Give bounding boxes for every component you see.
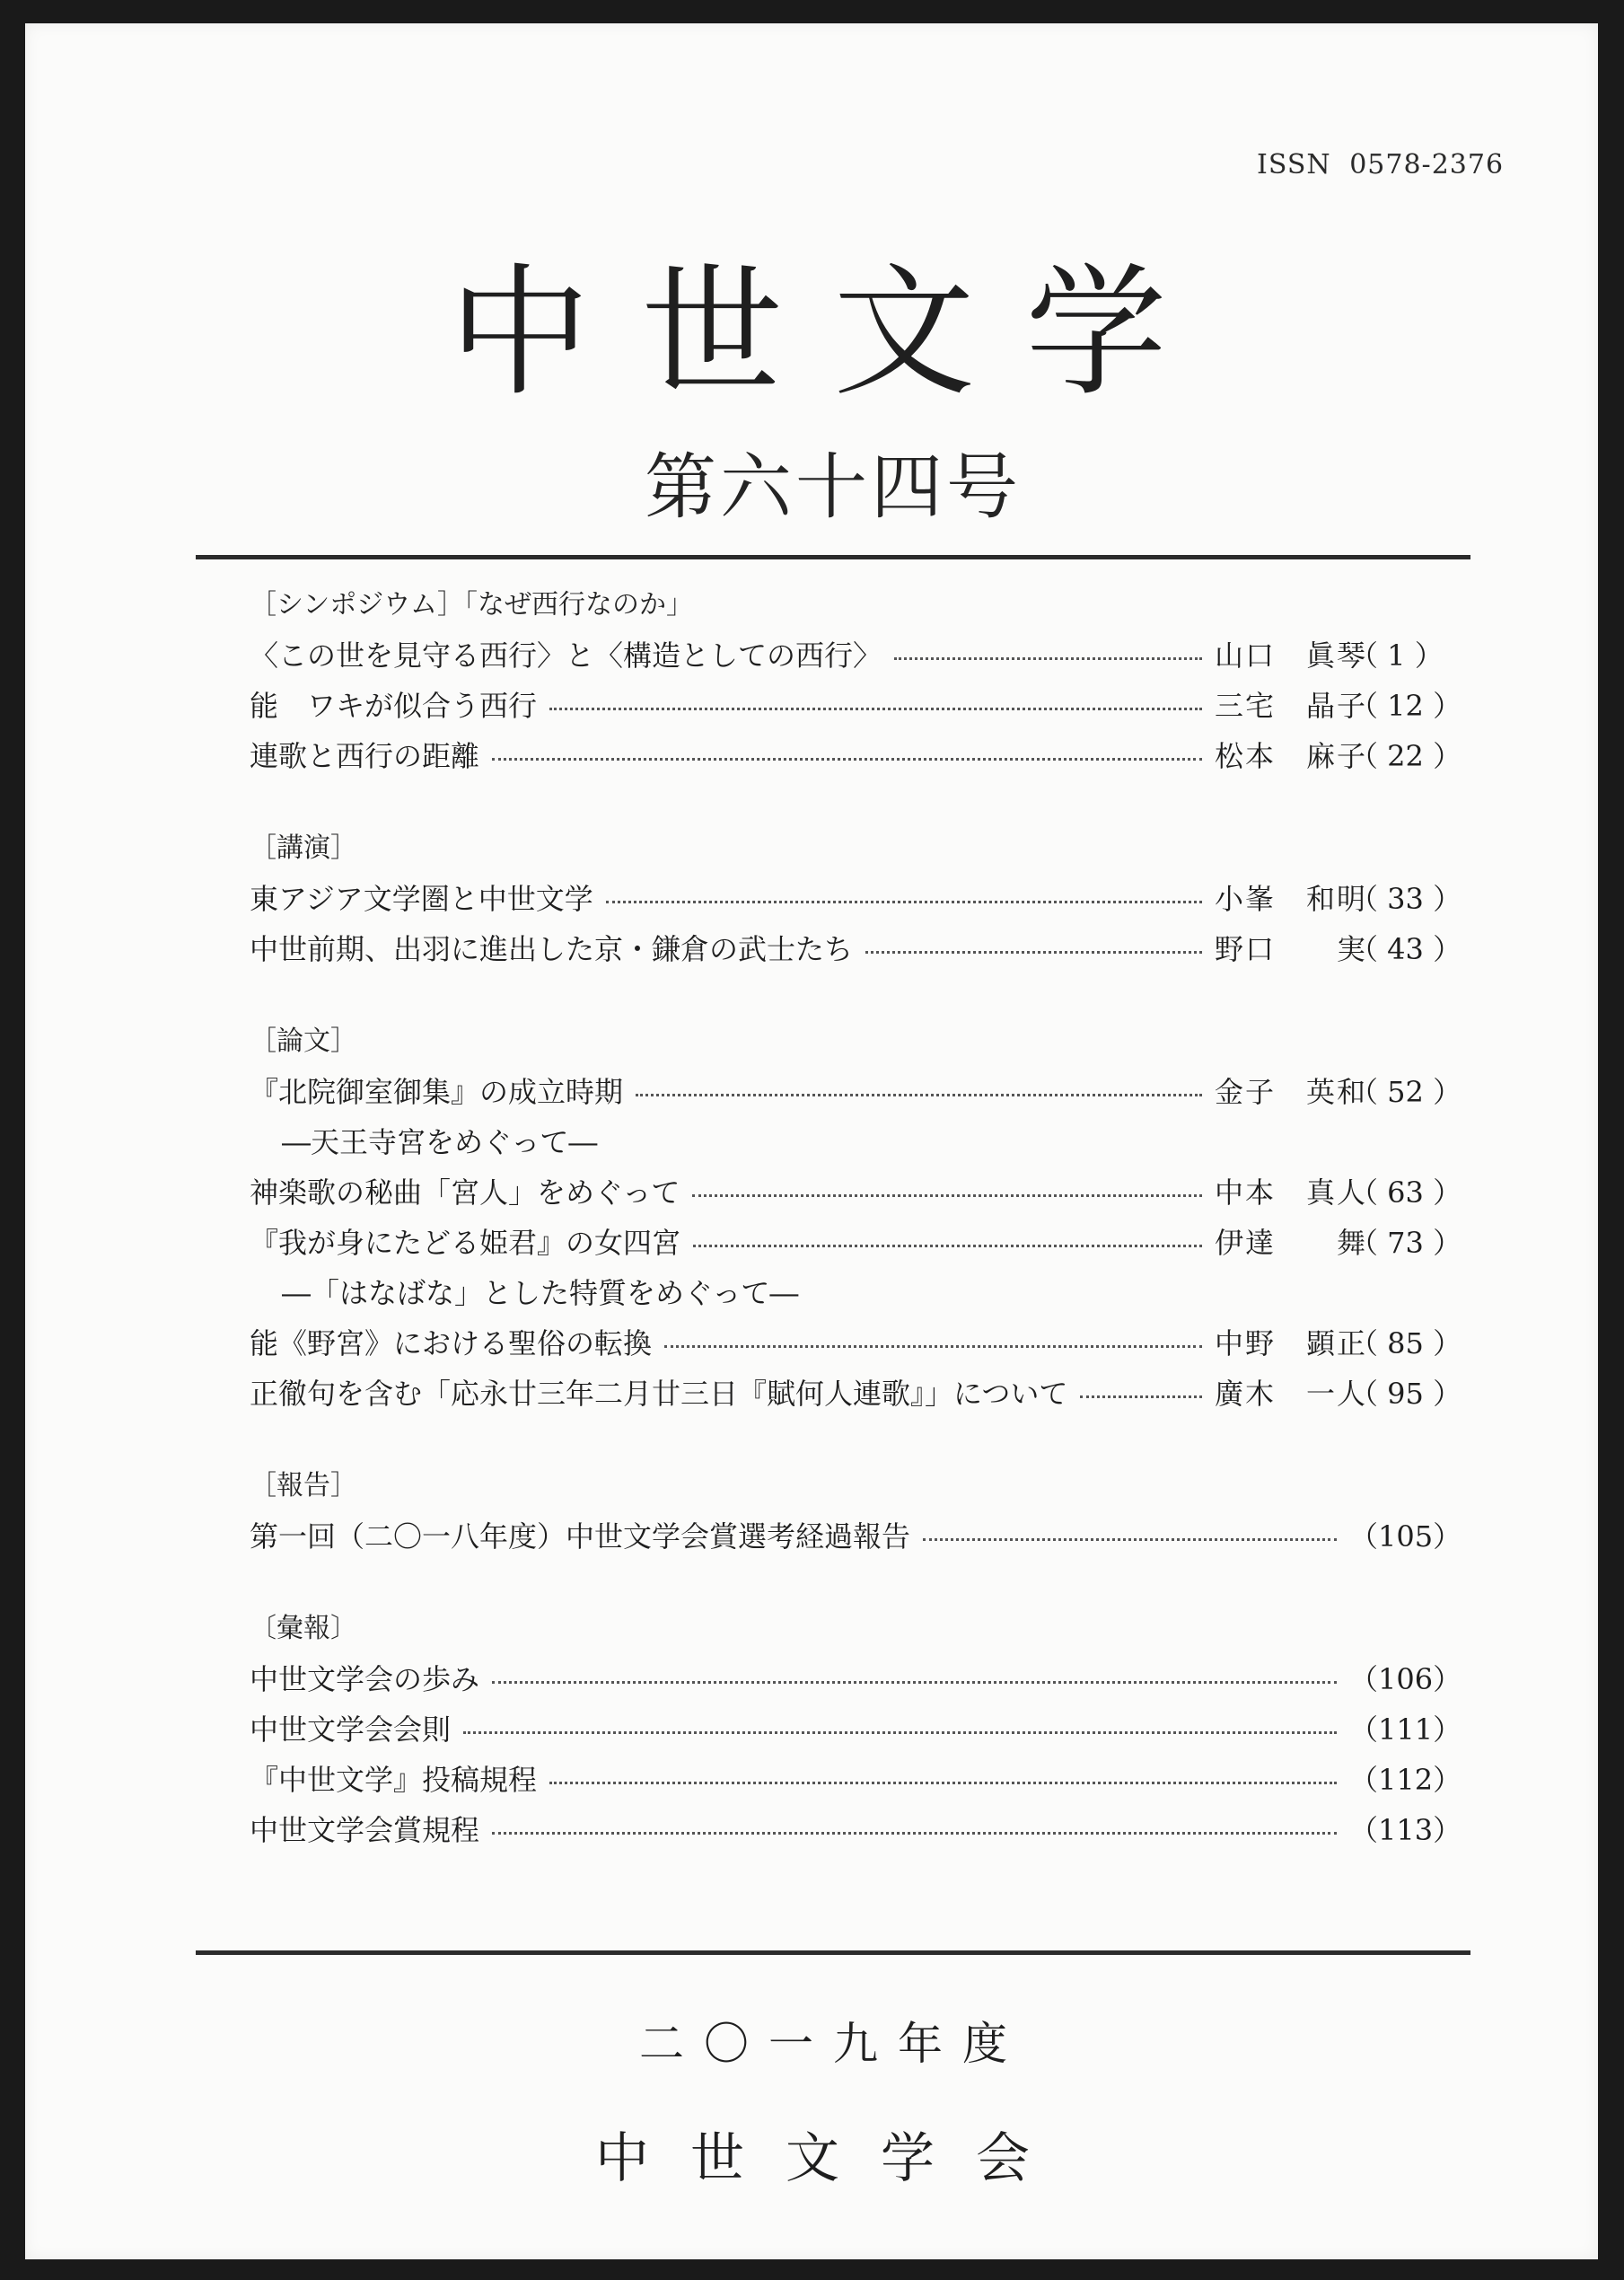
top-divider	[196, 555, 1470, 559]
toc-entry-page: （105）	[1349, 1519, 1462, 1554]
toc-entry-title: 中世文学会の歩み	[250, 1662, 480, 1696]
toc-leader-dots	[492, 1832, 1337, 1835]
toc-leader-dots	[549, 1782, 1337, 1784]
toc-entry	[250, 1755, 1462, 1805]
publisher-name: 中世文学会	[595, 2127, 1071, 2190]
toc-entry	[250, 1704, 1462, 1755]
toc-entry-page: （ 22 ）	[1349, 739, 1462, 773]
toc-entry-author: 山口 眞琴	[1215, 638, 1368, 673]
toc-leader-dots	[492, 758, 1202, 761]
toc-entry-subtitle: ―「はなばな」とした特質をめぐって―	[282, 1276, 799, 1310]
bottom-divider	[196, 1950, 1470, 1955]
toc-entry-page: （113）	[1349, 1813, 1462, 1847]
toc-entry-author: 廣木 一人	[1215, 1377, 1368, 1411]
toc-entry	[250, 1369, 1462, 1419]
toc-entry-title: 中世文学会会則	[250, 1712, 452, 1747]
toc-entry-title: 〈この世を見守る西行〉と〈構造としての西行〉	[250, 638, 882, 673]
toc-entry-page: （ 33 ）	[1349, 882, 1462, 916]
toc-entry-page: （ 85 ）	[1349, 1326, 1462, 1360]
toc-entry	[250, 924, 1462, 974]
toc-entry-author: 伊達 舞	[1215, 1226, 1368, 1260]
toc-section	[250, 1017, 1462, 1419]
toc-entry-title: 能《野宮》における聖俗の転換	[250, 1326, 653, 1360]
toc-section-heading: ［シンポジウム］「なぜ西行なのか」	[250, 589, 693, 621]
toc-leader-dots	[636, 1094, 1202, 1096]
toc-entry	[250, 1805, 1462, 1855]
toc-entry	[250, 1218, 1462, 1268]
issn-number: ISSN 0578-2376	[1257, 149, 1505, 180]
toc-leader-dots	[894, 657, 1202, 660]
toc-entry	[250, 1654, 1462, 1704]
toc-leader-dots	[692, 1194, 1202, 1197]
toc-entry-page: （ 43 ）	[1349, 932, 1462, 966]
toc-section-heading: ［論文］	[250, 1026, 357, 1057]
toc-entry-page: （ 73 ）	[1349, 1226, 1462, 1260]
toc-entry	[250, 874, 1462, 924]
toc-entry	[250, 1067, 1462, 1117]
toc-entry-title: 『我が身にたどる姫君』の女四宮	[250, 1226, 681, 1260]
toc-entry-author: 松本 麻子	[1215, 739, 1368, 773]
toc-entry	[250, 731, 1462, 781]
toc-leader-dots	[606, 901, 1202, 903]
toc-section-heading: 〔彙報〕	[250, 1613, 357, 1644]
toc-entry-title: 『中世文学』投稿規程	[250, 1763, 538, 1797]
toc-entry-title: 能 ワキが似合う西行	[250, 689, 538, 723]
toc-leader-dots	[549, 708, 1202, 710]
toc-entry-page: （ 52 ）	[1349, 1075, 1462, 1109]
toc-entry-title: 第一回（二〇一八年度）中世文学会賞選考経過報告	[250, 1519, 911, 1554]
issue-number: 第六十四号	[645, 445, 1022, 529]
toc-entry-page: （ 63 ）	[1349, 1175, 1462, 1210]
toc-leader-dots	[865, 951, 1202, 954]
toc-entry-page: （ 12 ）	[1349, 689, 1462, 723]
toc-entry-author: 中本 真人	[1215, 1175, 1368, 1210]
toc-section	[250, 1604, 1462, 1855]
toc-section-heading: ［報告］	[250, 1470, 357, 1501]
toc-entry-page: （106）	[1349, 1662, 1462, 1696]
toc-entry	[250, 1511, 1462, 1562]
publication-year: 二〇一九年度	[639, 2018, 1027, 2070]
toc-entry	[250, 1167, 1462, 1218]
toc-entry	[250, 681, 1462, 731]
toc-entry-title: 神楽歌の秘曲「宮人」をめぐって	[250, 1175, 680, 1210]
toc-entry	[250, 630, 1444, 681]
journal-cover	[25, 23, 1598, 2259]
toc-entry-author: 三宅 晶子	[1215, 689, 1368, 723]
toc-entry-author: 小峯 和明	[1215, 882, 1368, 916]
toc-entry-page: （112）	[1349, 1763, 1462, 1797]
table-of-contents	[250, 580, 1462, 1897]
toc-entry-subtitle: ―天王寺宮をめぐって―	[282, 1125, 598, 1159]
toc-leader-dots	[1080, 1395, 1202, 1398]
journal-title: 中世文学	[449, 251, 1217, 416]
toc-entry-title: 『北院御室御集』の成立時期	[250, 1075, 624, 1109]
toc-section	[250, 580, 1462, 781]
toc-entry-title: 連歌と西行の距離	[250, 739, 480, 773]
toc-section-heading: ［講演］	[250, 832, 357, 864]
toc-leader-dots	[492, 1681, 1337, 1684]
toc-entry-author: 野口 実	[1215, 932, 1368, 966]
toc-entry-author: 中野 顕正	[1215, 1326, 1368, 1360]
toc-section	[250, 1461, 1462, 1562]
toc-leader-dots	[463, 1731, 1337, 1734]
toc-leader-dots	[693, 1245, 1202, 1247]
toc-entry-title: 中世前期、出羽に進出した京・鎌倉の武士たち	[250, 932, 854, 966]
toc-entry-author: 金子 英和	[1215, 1075, 1368, 1109]
toc-entry-page: （ 1 ）	[1349, 638, 1444, 673]
toc-leader-dots	[923, 1538, 1337, 1541]
toc-leader-dots	[664, 1345, 1202, 1348]
toc-entry-title: 中世文学会賞規程	[250, 1813, 480, 1847]
toc-entry-title: 東アジア文学圏と中世文学	[250, 882, 593, 916]
toc-entry-page: （ 95 ）	[1349, 1377, 1462, 1411]
toc-entry-title: 正徹句を含む「応永廿三年二月廿三日『賦何人連歌』」について	[250, 1377, 1068, 1411]
toc-entry	[250, 1318, 1462, 1369]
toc-entry-page: （111）	[1349, 1712, 1462, 1747]
toc-section	[250, 823, 1462, 974]
